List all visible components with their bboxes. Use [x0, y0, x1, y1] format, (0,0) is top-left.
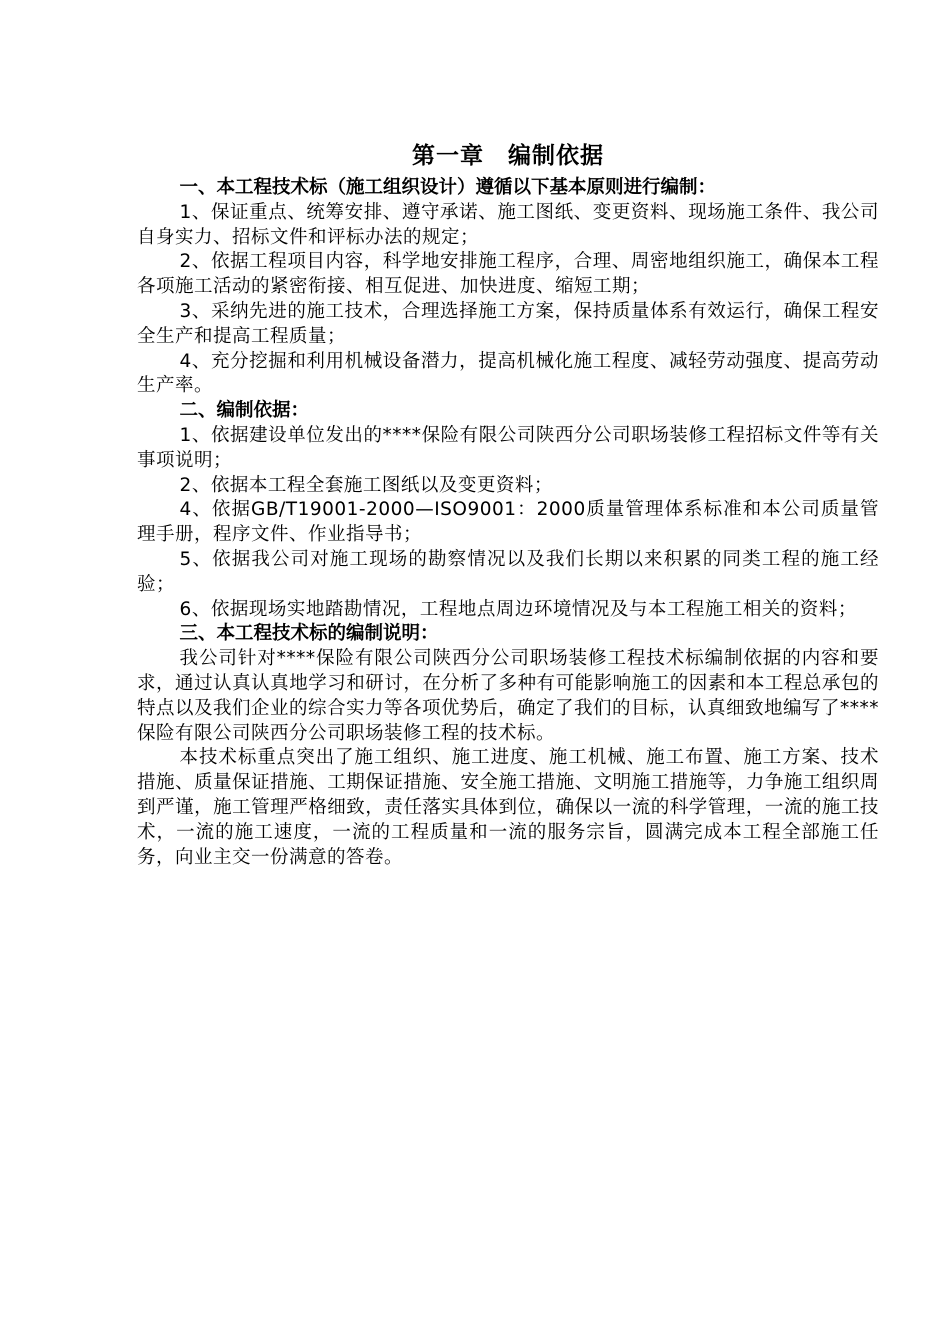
basis-item-2: 2、依据本工程全套施工图纸以及变更资料； [179, 474, 553, 496]
principle-item-3: 3、采纳先进的施工技术，合理选择施工方案，保持质量体系有效运行，确保工程安全生产和提高工程质量； [137, 300, 879, 347]
description-paragraph-1: 我公司针对****保险有限公司陕西分公司职场装修工程技术标编制依据的内容和要求，通过认真认真地学习和研讨，在分析了多种有可能影响施工的因素和本工程总承包的特点以及我们企业的综合实力等各项优势后，确定了我们的目标，认真细致地编写了****保险有限公司陕西分公司职场装修工程的技术标。 [137, 648, 880, 744]
section-heading-description: 三、本工程技术标的编制说明： [179, 623, 439, 645]
principle-item-1: 1、保证重点、统筹安排、遵守承诺、施工图纸、变更资料、现场施工条件、我公司自身实力、招标文件和评标办法的规定； [137, 201, 879, 248]
section-heading-basis: 二、编制依据： [179, 400, 310, 422]
basis-item-6: 6、依据现场实地踏勘情况，工程地点周边环境情况及与本工程施工相关的资料； [179, 598, 857, 620]
principle-item-2: 2、依据工程项目内容，科学地安排施工程序，合理、周密地组织施工，确保本工程各项施工活动的紧密衔接、相互促进、加快进度、缩短工期； [137, 251, 879, 298]
principle-item-4: 4、充分挖掘和利用机械设备潜力，提高机械化施工程度、减轻劳动强度、提高劳动生产率。 [137, 350, 879, 397]
basis-item-5: 5、依据我公司对施工现场的勘察情况以及我们长期以来积累的同类工程的施工经验； [137, 548, 879, 595]
basis-item-4: 4、依据GB/T19001-2000—ISO9001：2000质量管理体系标准和本公司质量管理手册，程序文件、作业指导书； [137, 499, 879, 546]
document-page [137, 140, 879, 870]
chapter-title: 第一章 编制依据 [412, 143, 604, 169]
section-heading-principles: 一、本工程技术标（施工组织设计）遵循以下基本原则进行编制： [179, 177, 717, 198]
description-paragraph-2: 本技术标重点突出了施工组织、施工进度、施工机械、施工布置、施工方案、技术措施、质量保证措施、工期保证措施、安全施工措施、文明施工措施等，力争施工组织周到严谨，施工管理严格细致，责任落实具体到位，确保以一流的科学管理，一流的施工技术，一流的施工速度，一流的工程质量和一流的服务宗旨，圆满完成本工程全部施工任务，向业主交一份满意的答卷。 [137, 747, 879, 868]
basis-item-1: 1、依据建设单位发出的****保险有限公司陕西分公司职场装修工程招标文件等有关事项说明； [137, 424, 879, 471]
